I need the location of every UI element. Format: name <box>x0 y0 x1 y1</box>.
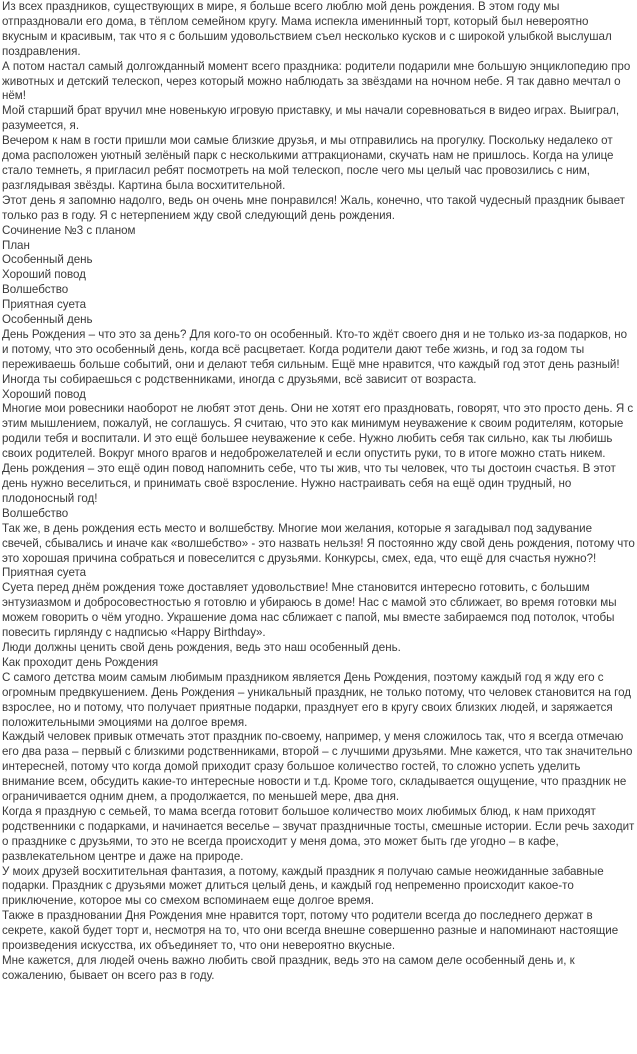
section-heading: Волшебство <box>2 283 69 297</box>
section-heading: Приятная суета <box>2 298 87 312</box>
paragraph: Этот день я запомню надолго, ведь он очень мне понравился! Жаль, конечно, что такой чудесный праздник бывает только раз в году. Я с нетерпением жду свой следующий день рождения. <box>2 193 625 222</box>
paragraph: Каждый человек привык отмечать этот праздник по-своему, например, у меня сложилось так, что я всегда отмечаю его два раза – первый с близкими родственниками, второй – с лучшими друзьями. Мне кажется, что так значительно интересней, потому что когда домой приходит сразу большое количество гостей, то сложно успеть уделить внимание всем, обсудить какие-то интересные новости и т.д. Кроме того, складывается ощущение, что праздник не ограничивается одним днем, а продолжается, по меньшей мере, два дня. <box>2 730 633 804</box>
section-heading: Особенный день <box>2 313 93 327</box>
paragraph: Мне кажется, для людей очень важно любить свой праздник, ведь это на самом деле особенный день и, к сожалению, бывает он всего раз в году. <box>2 954 575 982</box>
section-heading: Приятная суета <box>2 566 87 580</box>
paragraph: Также в праздновании Дня Рождения мне нравится торт, потому что родители всегда до последнего держат в секрете, какой будет торт и, несмотря на то, что они всегда внешне совершенно разные и напоминают настоящие произведения искусства, их объединяет то, что они невероятно вкусные. <box>2 909 619 953</box>
section-heading: Волшебство <box>2 506 69 520</box>
section-heading: Особенный день <box>2 253 93 267</box>
paragraph: Вечером к нам в гости пришли мои самые близкие друзья, и мы отправились на прогулку. Поскольку недалеко от дома расположен уютный зелёный парк с несколькими аттракционами, скучать нам не пришлось. Когда на улице стало темнеть, я пригласил ребят посмотреть на мой телескоп, после чего мы целый час провозились с ним, разглядывая звёзды. Картина была восхитительной. <box>2 134 614 192</box>
paragraph: Из всех праздников, существующих в мире, я больше всего люблю мой день рождения. В этом году мы отпраздновали его дома, в тёплом семейном кругу. Мама испекла именинный торт, который был невероятно вкусным и красивым, так что я с большим удовольствием съел несколько кусков и с широкой улыбкой выслушал поздравления. <box>2 0 612 58</box>
section-heading: Хороший повод <box>2 387 86 401</box>
paragraph: Мой старший брат вручил мне новенькую игровую приставку, и мы начали соревноваться в видео играх. Выиграл, разумеется, я. <box>2 104 620 133</box>
section-heading: Как проходит день Рождения <box>2 655 159 669</box>
paragraph: Когда я праздную с семьей, то мама всегда готовит большое количество моих любимых блюд, к нам приходят родственники с подарками, и начинается веселье – звучат праздничные тосты, смешные истории. Если речь заходит о празднике с друзьями, то это не всегда происходит у меня дома, это может быть где угодно – в кафе, развлекательном центре и даже на природе. <box>2 804 635 863</box>
paragraph: У моих друзей восхитительная фантазия, а потому, каждый праздник я получаю самые неожиданные забавные подарки. Праздник с друзьями может длиться целый день, и каждый год непременно происходит какое-то приключение, которое мы со смехом вспоминаем еще долгое время. <box>2 864 604 908</box>
paragraph: День Рождения – что это за день? Для кого-то он особенный. Кто-то ждёт своего дня и не только из-за подарков, но и потому, что это особенный день, когда всё расцветает. Когда родители дают тебе жизнь, и год за годом ты переживаешь больше событий, они и делают тебя сильным. Ещё мне нравится, что каждый год этот день разный! Иногда ты собираешься с родственниками, иногда с друзьями, всё зависит от возраста. <box>2 327 628 386</box>
paragraph: Люди должны ценить свой день рождения, ведь это наш особенный день. <box>2 640 401 654</box>
section-heading: Хороший повод <box>2 268 86 282</box>
paragraph: А потом настал самый долгожданный момент всего праздника: родители подарили мне большую энциклопедию про животных и детский телескоп, через который можно наблюдать за звёздами на ночном небе. Я так давно мечтал о нём! <box>2 59 631 103</box>
paragraph: Так же, в день рождения есть место и волшебству. Многие мои желания, которые я загадывал под задувание свечей, сбывались и иначе как «волшебство» - это назвать нельзя! Я постоянно жду свой день рождения, потому что это хорошая причина собраться и повеселится с друзьями. Конкурсы, смех, еда, что ещё для счастья нужно?! <box>2 521 635 565</box>
section-heading: План <box>2 238 30 252</box>
paragraph: С самого детства моим самым любимым праздником является День Рождения, поэтому каждый год я жду его с огромным предвкушением. День Рождения – уникальный праздник, не только потому, что человек становится на год взрослее, но и потому, что получает приятные подарки, празднует его в кругу своих близких людей, и заряжается положительными эмоциями на долгое время. <box>2 670 632 729</box>
paragraph: Многие мои ровесники наоборот не любят этот день. Они не хотят его праздновать, говорят, что это просто день. Я с этим мышлением, пожалуй, не соглашусь. Я считаю, что это как минимум неуважение к своим родителям, которые родили тебя и воспитали. И это ещё большее неуважение к себе. Нужно любить себя так сильно, как ты любишь своих родителей. Вокруг много врагов и недоброжелателей и если опустить руки, то в итоге можно стать никем. День рождения – это ещё один повод напомнить себе, что ты жив, что ты человек, что ты достоин счастья. В этот день нужно веселиться, и принимать своё взросление. Нужно настраивать себя на ещё один трудный, но плодоносный год! <box>2 402 634 505</box>
paragraph: Суета перед днём рождения тоже доставляет удовольствие! Мне становится интересно готовить, с большим энтузиазмом и добросовестностью я готовлю и убираюсь в доме! Нас с мамой это сближает, во время готовки мы можем говорить о чём угодно. Украшение дома нас сближает с папой, мы вместе забираемся под потолок, чтобы повесить гирлянду с надписью «Happy Birthday». <box>2 581 617 640</box>
section-heading: Сочинение №3 с планом <box>2 223 136 237</box>
